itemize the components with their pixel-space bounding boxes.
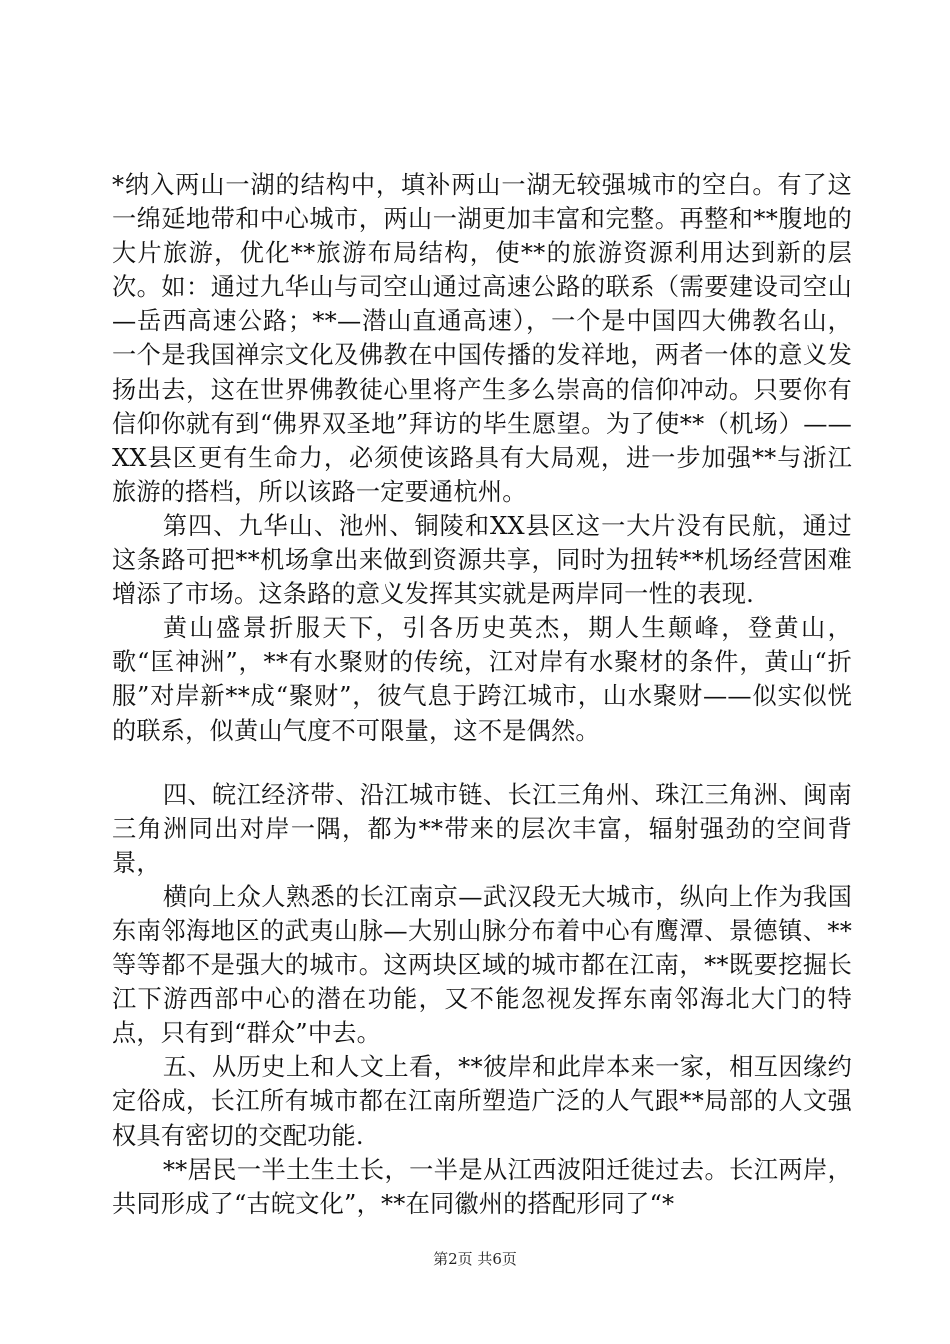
paragraph-1: *纳入两山一湖的结构中，填补两山一湖无较强城市的空白。有了这一绵延地带和中心城市，两山一湖更加丰富和完整。再整和**腹地的大片旅游，优化**旅游布局结构，使**的旅游资源利用达到新的层次。如：通过九华山与司空山通过高速公路的联系（需要建设司空山—岳西高速公路；**—潜山直通高速），一个是中国四大佛教名山，一个是我国禅宗文化及佛教在中国传播的发祥地，两者一体的意义发扬出去，这在世界佛教徒心里将产生多么崇高的信仰冲动。只要你有信仰你就有到“佛界双圣地”拜访的毕生愿望。为了使**（机场）——XX县区更有生命力，必须使该路具有大局观，进一步加强**与浙江旅游的搭档，所以该路一定要通杭州。 — [112, 171, 852, 506]
paragraph-4: 四、皖江经济带、沿江城市链、长江三角州、珠江三角洲、闽南三角洲同出对岸一隅，都为**带来的层次丰富，辐射强劲的空间背景， — [112, 780, 852, 877]
paragraph-7: **居民一半土生土长，一半是从江西波阳迁徙过去。长江两岸，共同形成了“古皖文化”，**在同徽州的搭配形同了“* — [112, 1155, 852, 1218]
page-number-footer: 第2页 共6页 — [433, 1250, 517, 1268]
paragraph-6: 五、从历史上和人文上看，**彼岸和此岸本来一家，相互因缘约定俗成，长江所有城市都在江南所塑造广泛的人气跟**局部的人文强权具有密切的交配功能. — [112, 1053, 852, 1150]
paragraph-3: 黄山盛景折服天下，引各历史英杰，期人生颠峰，登黄山，歌“匡神洲”，**有水聚财的传统，江对岸有水聚材的条件，黄山“折服”对岸新**成“聚财”，彼气息于跨江城市，山水聚财——似实似恍的联系，似黄山气度不可限量，这不是偶然。 — [112, 614, 852, 745]
paragraph-5: 横向上众人熟悉的长江南京—武汉段无大城市，纵向上作为我国东南邻海地区的武夷山脉—大别山脉分布着中心有鹰潭、景德镇、**等等都不是强大的城市。这两块区域的城市都在江南，**既要挖掘长江下游西部中心的潜在功能，又不能忽视发挥东南邻海北大门的特点，只有到“群众”中去。 — [112, 882, 852, 1048]
paragraph-2: 第四、九华山、池州、铜陵和XX县区这一大片没有民航，通过这条路可把**机场拿出来做到资源共享，同时为扭转**机场经营困难增添了市场。这条路的意义发挥其实就是两岸同一性的表现. — [112, 511, 852, 609]
document-body — [112, 168, 852, 1221]
paragraph-gap — [112, 748, 852, 778]
